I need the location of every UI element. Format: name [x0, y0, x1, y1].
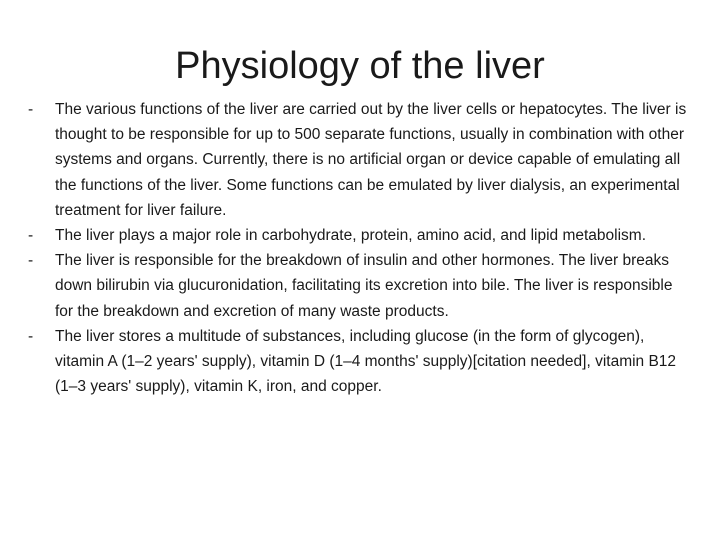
- bullet-item: [28, 97, 688, 223]
- bullet-text: The liver stores a multitude of substances, including glucose (in the form of glycogen), vitamin A (1–2 years' supply), vitamin D (1–4 months' supply)[citation needed], vitamin B12 (1–3 years' supply), vitamin K, iron, and copper.: [55, 327, 677, 396]
- bullet-item: [28, 223, 688, 248]
- bullet-marker: -: [28, 227, 34, 245]
- bullet-marker: -: [28, 327, 34, 345]
- bullet-marker: -: [28, 101, 34, 118]
- bullet-marker: -: [28, 252, 34, 270]
- bullet-text: The various functions of the liver are carried out by the liver cells or hepatocytes. The liver is thought to be responsible for up to 500 separate functions, usually in combination with other systems and organs. Currently, there is no artificial organ or device capable of emulating all the functions of the liver. Some functions can be emulated by liver dialysis, an experimental treatment for liver failure.: [55, 101, 687, 219]
- bullet-list: [28, 97, 688, 399]
- bullet-item: [28, 248, 688, 324]
- slide-title: Physiology of the liver: [175, 45, 545, 87]
- bullet-text: The liver plays a major role in carbohydrate, protein, amino acid, and lipid metabolism.: [55, 227, 647, 245]
- bullet-item: [28, 324, 688, 400]
- bullet-text: The liver is responsible for the breakdown of insulin and other hormones. The liver breaks down bilirubin via glucuronidation, facilitating its excretion into bile. The liver is responsible for the breakdown and excretion of many waste products.: [55, 252, 673, 320]
